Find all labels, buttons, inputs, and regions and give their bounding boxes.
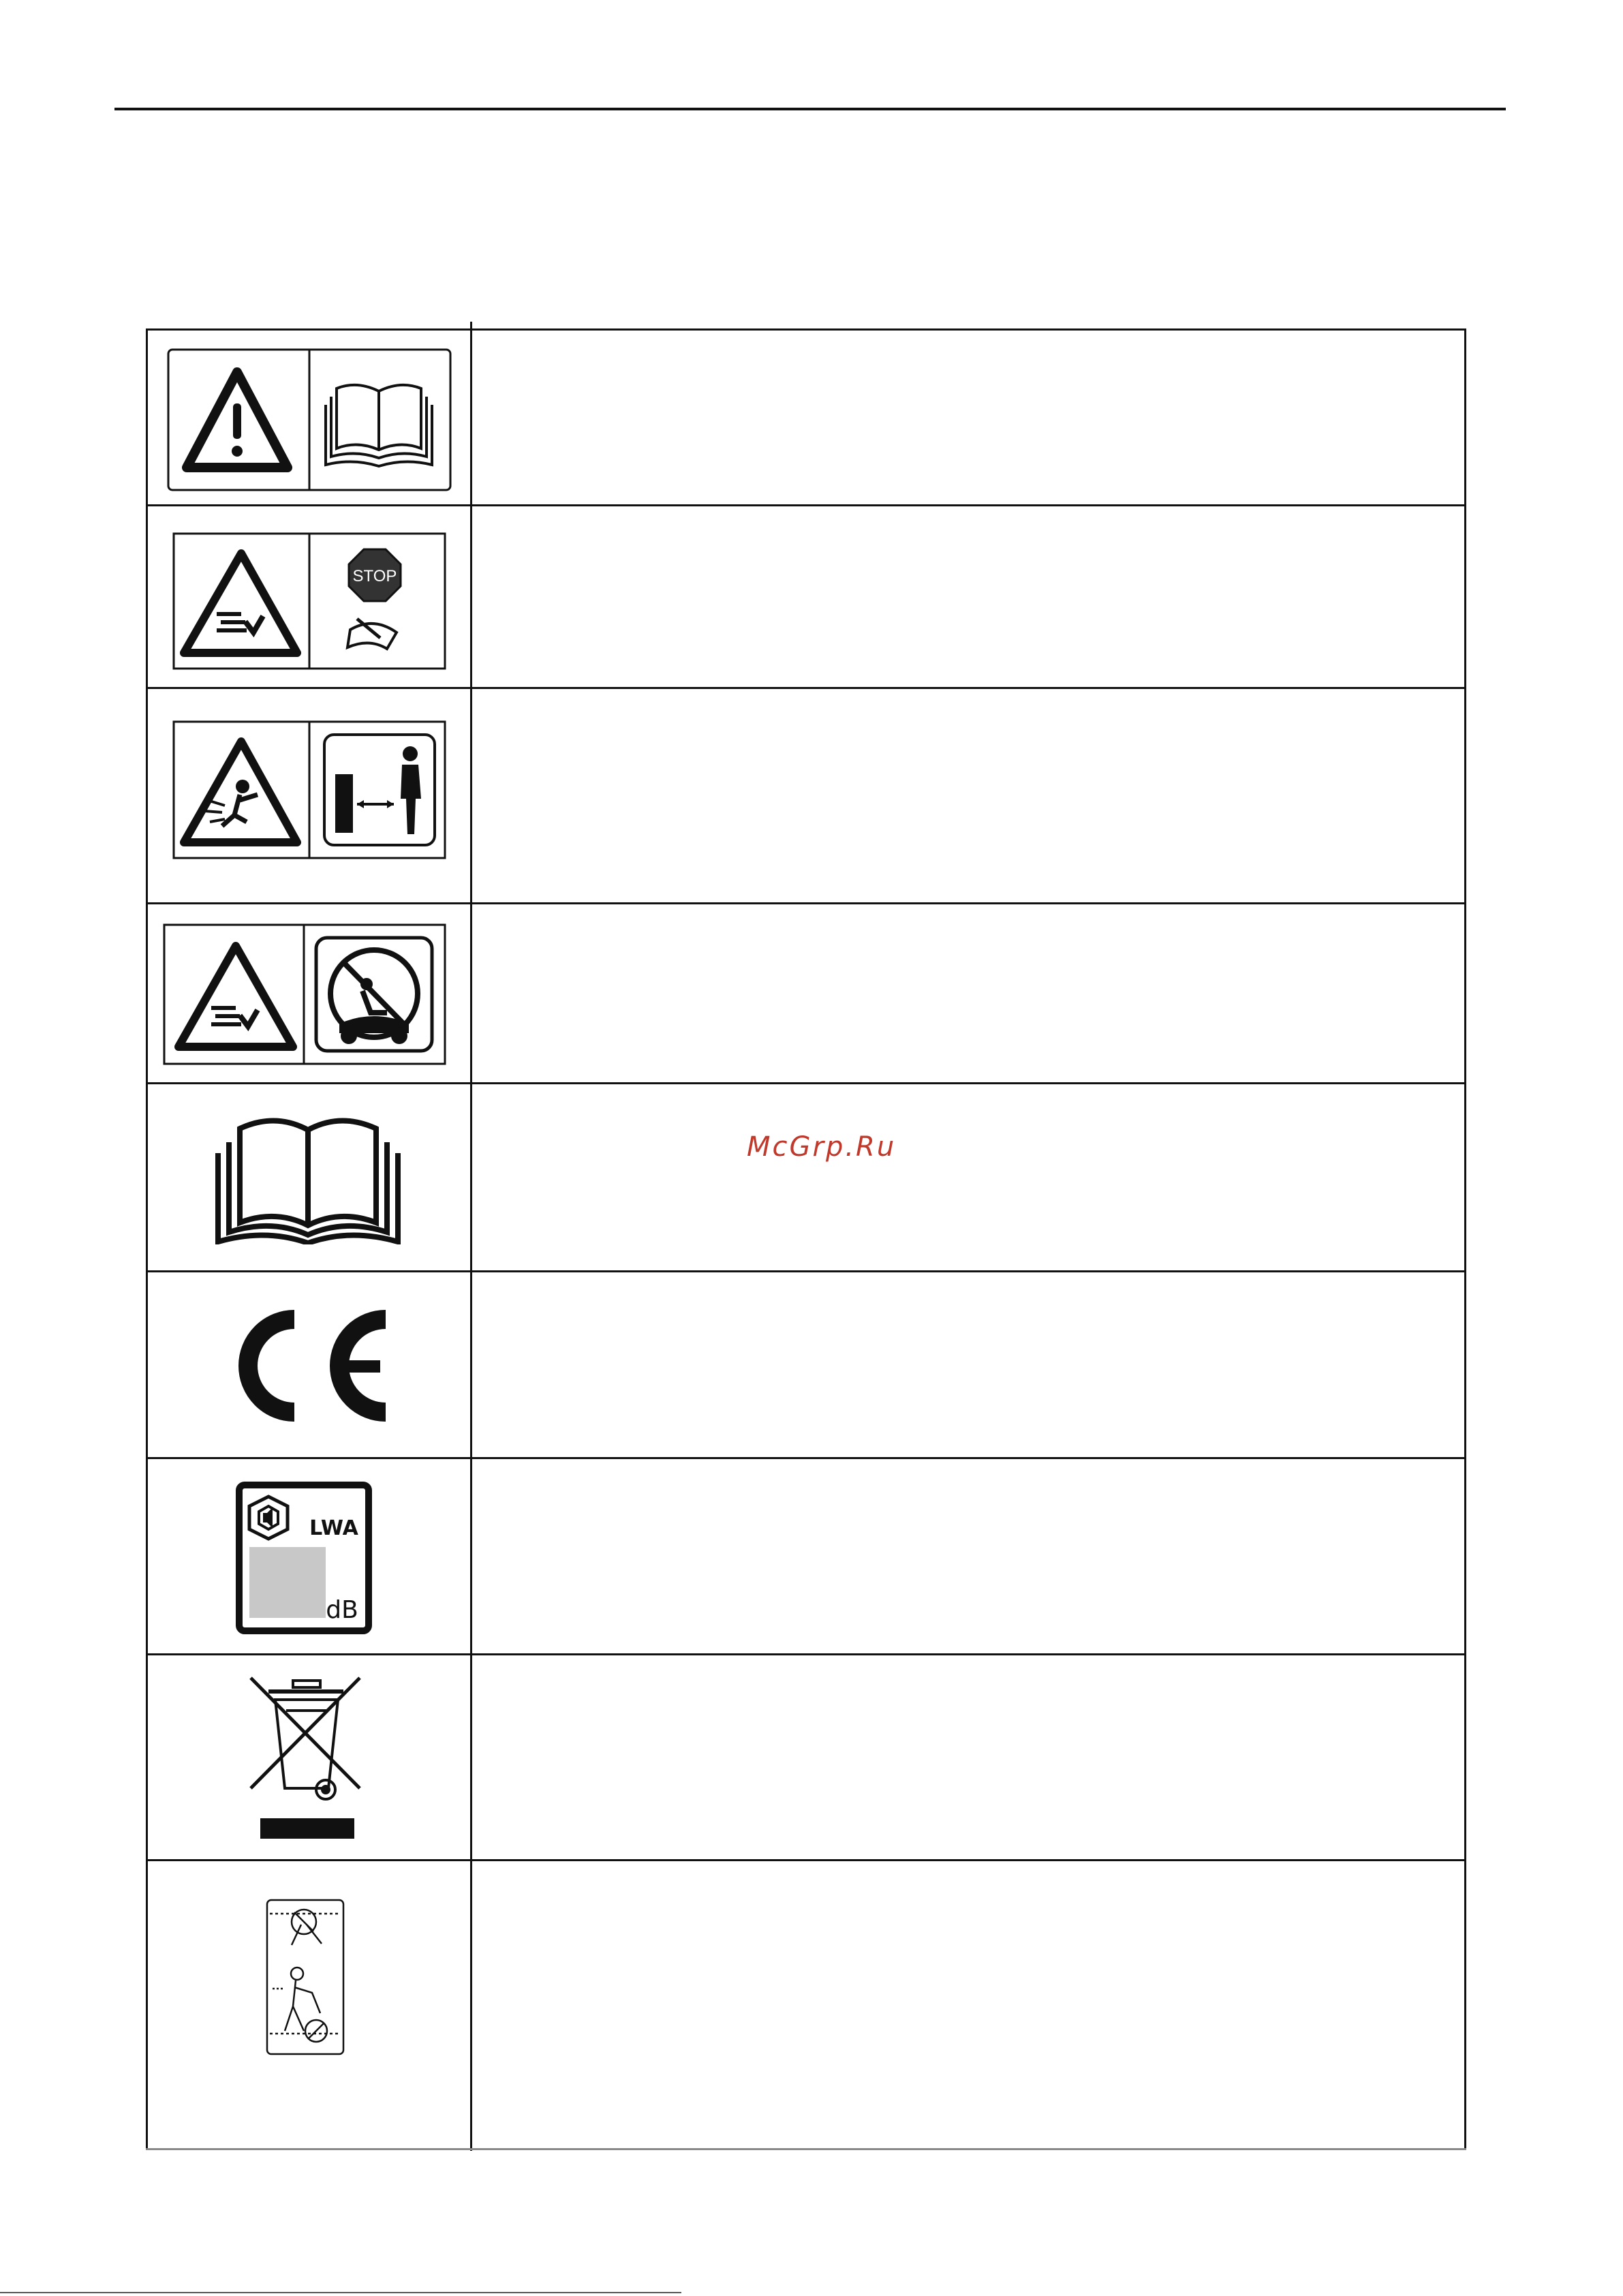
table-bottom-rule (146, 2148, 1466, 2150)
row-5-symbol (213, 1109, 403, 1244)
row-separator (146, 1653, 1466, 1655)
ce-mark-icon (215, 1306, 392, 1426)
row-separator (146, 1270, 1466, 1272)
row-separator (146, 687, 1466, 689)
row-2-symbol (172, 532, 447, 671)
row-separator (146, 1457, 1466, 1459)
row-3-symbol (172, 720, 447, 860)
header-rule (114, 108, 1506, 110)
row-4-symbol (162, 923, 447, 1066)
sound-power-level-icon (236, 1482, 372, 1634)
blade-engagement-icon (264, 1897, 346, 2057)
row-separator (146, 504, 1466, 506)
row-separator (146, 1082, 1466, 1084)
lwa-label: LWA (309, 1516, 358, 1540)
weee-crossed-bin-icon (245, 1672, 365, 1843)
row-7-symbol (236, 1482, 372, 1634)
watermark: McGrp.Ru (747, 1131, 897, 1163)
column-divider (470, 328, 472, 2151)
db-label: dB (326, 1596, 358, 1624)
row-9-symbol (264, 1897, 346, 2057)
row-1-symbol (166, 348, 452, 492)
read-manual-icon (213, 1109, 403, 1244)
footer-rule (0, 2292, 681, 2293)
warning-manual-pair (166, 348, 452, 492)
hand-hazard-no-passengers-pair (162, 923, 447, 1066)
row-separator (146, 1859, 1466, 1861)
row-8-symbol (245, 1672, 365, 1843)
hand-hazard-stop-pair (172, 532, 447, 671)
row-6-symbol (215, 1306, 392, 1426)
row-separator (146, 902, 1466, 904)
thrown-objects-distance-pair (172, 720, 447, 860)
svg-text:STOP: STOP (352, 567, 397, 585)
